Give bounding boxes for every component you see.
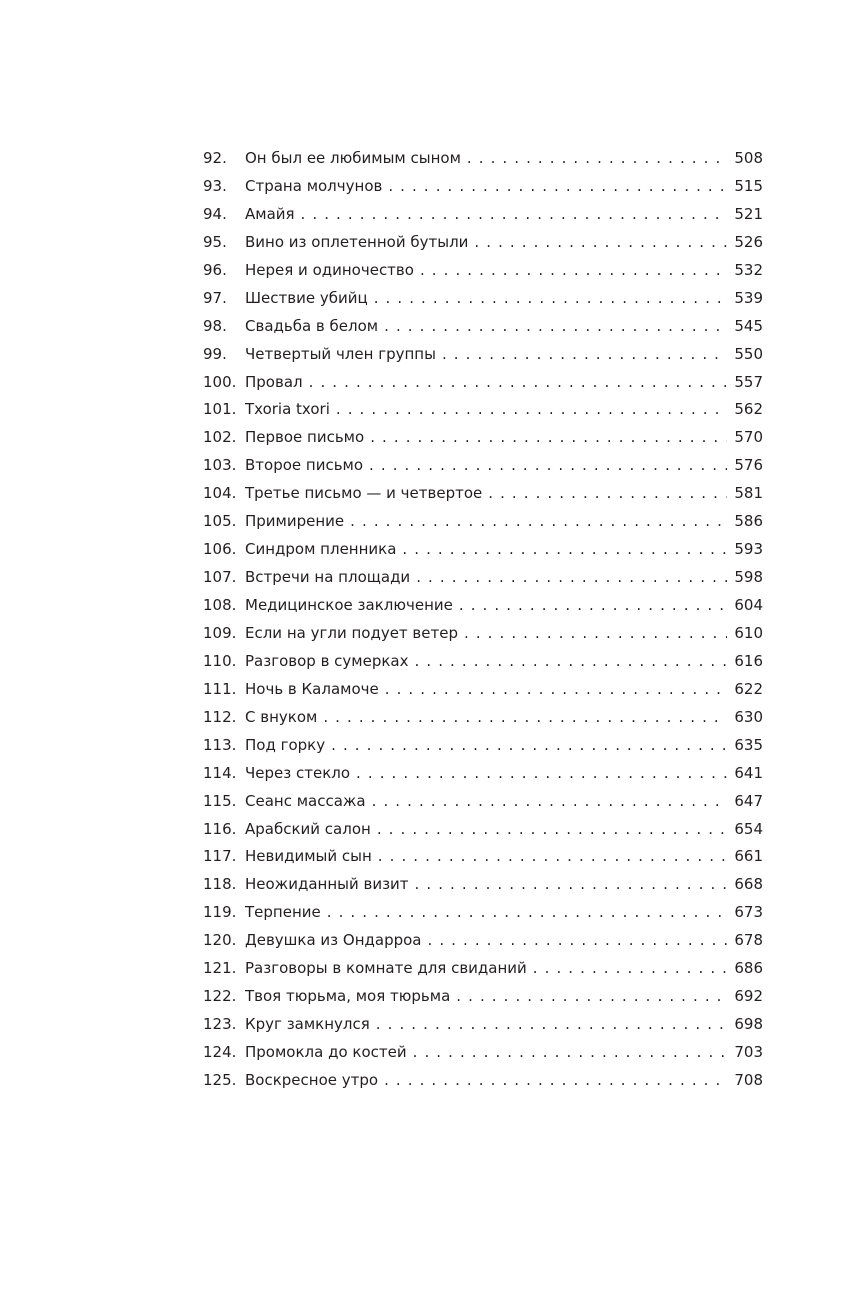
dot-leader (301, 201, 727, 229)
chapter-number: 104. (203, 484, 237, 503)
toc-entry (203, 564, 763, 592)
dot-leader (331, 732, 727, 760)
dot-leader (415, 871, 727, 899)
page-number: 562 (734, 400, 763, 419)
chapter-number: 107. (203, 568, 237, 587)
chapter-number: 106. (203, 540, 237, 559)
dot-leader (384, 1067, 727, 1095)
page-number: 635 (734, 735, 763, 754)
dot-leader (370, 424, 727, 452)
page-number: 598 (734, 568, 763, 587)
chapter-title: Арабский салон (245, 819, 371, 838)
chapter-title: Круг замкнулся (245, 1015, 370, 1034)
page-number: 545 (734, 316, 763, 335)
toc-entry (203, 341, 763, 369)
dot-leader (488, 480, 727, 508)
page-number: 610 (734, 623, 763, 642)
chapter-title: Он был ее любимым сыном (245, 149, 461, 167)
chapter-number: 124. (203, 1043, 237, 1061)
chapter-title: Синдром пленника (245, 540, 397, 559)
page-number: 570 (734, 428, 763, 447)
chapter-number: 102. (203, 428, 237, 447)
toc-entry (203, 788, 763, 816)
toc-entry (203, 620, 763, 648)
chapter-title: Четвертый член группы (245, 344, 436, 363)
dot-leader (474, 229, 727, 257)
chapter-title: Твоя тюрьма, моя тюрьма (245, 987, 451, 1006)
chapter-number: 92. (203, 149, 227, 167)
page-number: 581 (734, 484, 763, 503)
toc-entry (203, 732, 763, 760)
dot-leader (350, 508, 727, 536)
chapter-title: Примирение (245, 512, 345, 531)
chapter-number: 100. (203, 372, 237, 391)
toc-entry (203, 145, 763, 173)
toc-entry (203, 899, 763, 927)
toc-entry (203, 229, 763, 257)
chapter-number: 101. (203, 400, 237, 419)
chapter-number: 94. (203, 204, 227, 223)
chapter-title: Промокла до костей (245, 1043, 407, 1061)
chapter-title: Второе письмо (245, 456, 364, 475)
dot-leader (415, 648, 727, 676)
dot-leader (464, 620, 727, 648)
toc-entry (203, 816, 763, 844)
dot-leader (378, 843, 727, 871)
toc-entry (203, 536, 763, 564)
page-number: 576 (734, 456, 763, 475)
page-number: 678 (734, 931, 763, 950)
chapter-title: Если на угли подует ветер (245, 623, 458, 642)
chapter-title: Свадьба в белом (245, 316, 379, 335)
toc-entry (203, 257, 763, 285)
toc-entry (203, 592, 763, 620)
chapter-number: 123. (203, 1015, 237, 1034)
chapter-title: Шествие убийц (245, 288, 368, 307)
toc-entry (203, 396, 763, 424)
dot-leader (533, 955, 727, 983)
dot-leader (416, 564, 727, 592)
toc-entry (203, 648, 763, 676)
chapter-title: Неожиданный визит (245, 875, 409, 894)
chapter-title: Третье письмо — и четвертое (245, 484, 483, 503)
dot-leader (467, 145, 727, 173)
chapter-title: Невидимый сын (245, 847, 372, 866)
page-number: 622 (734, 679, 763, 698)
chapter-number: 97. (203, 288, 227, 307)
chapter-title: Ночь в Каламоче (245, 679, 379, 698)
chapter-number: 120. (203, 931, 237, 950)
chapter-title: Через стекло (245, 763, 351, 782)
page-number: 708 (734, 1070, 763, 1089)
toc-entry (203, 201, 763, 229)
dot-leader (327, 899, 727, 927)
dot-leader (420, 257, 727, 285)
chapter-title: Нерея и одиночество (245, 260, 414, 279)
page-number: 532 (734, 260, 763, 279)
toc-entry (203, 369, 763, 397)
chapter-number: 111. (203, 679, 237, 698)
chapter-number: 125. (203, 1070, 237, 1089)
page-number: 604 (734, 596, 763, 614)
dot-leader (384, 313, 727, 341)
toc-entry (203, 1011, 763, 1039)
chapter-number: 118. (203, 875, 237, 894)
page-number: 692 (734, 987, 763, 1006)
page-number: 661 (734, 847, 763, 866)
chapter-title: Амайя (245, 204, 295, 223)
chapter-number: 99. (203, 344, 227, 363)
dot-leader (388, 173, 727, 201)
chapter-title: С внуком (245, 707, 318, 726)
dot-leader (356, 760, 727, 788)
chapter-title: Встречи на площади (245, 568, 411, 587)
toc-entry (203, 955, 763, 983)
chapter-title: Сеанс массажа (245, 791, 366, 810)
page-number: 550 (734, 344, 763, 363)
page-number: 586 (734, 512, 763, 531)
chapter-number: 112. (203, 707, 237, 726)
dot-leader (413, 1039, 727, 1067)
toc-entry (203, 871, 763, 899)
page-number: 673 (734, 903, 763, 922)
page-number: 616 (734, 651, 763, 670)
toc-entry (203, 480, 763, 508)
page-number: 641 (734, 763, 763, 782)
dot-leader (376, 1011, 727, 1039)
toc-entry (203, 1067, 763, 1095)
toc-entry (203, 173, 763, 201)
chapter-title: Вино из оплетенной бутыли (245, 232, 469, 251)
page-number: 515 (734, 176, 763, 195)
dot-leader (459, 592, 727, 620)
chapter-number: 103. (203, 456, 237, 475)
toc-entry (203, 843, 763, 871)
dot-leader (336, 396, 727, 424)
page-number: 630 (734, 707, 763, 726)
chapter-title: Медицинское заключение (245, 596, 453, 614)
toc-entry (203, 424, 763, 452)
page-number: 526 (734, 232, 763, 251)
chapter-title: Воскресное утро (245, 1070, 379, 1089)
chapter-title: Первое письмо (245, 428, 365, 447)
chapter-number: 110. (203, 651, 237, 670)
chapter-number: 108. (203, 596, 237, 614)
toc-entry (203, 760, 763, 788)
chapter-number: 122. (203, 987, 237, 1006)
chapter-number: 119. (203, 903, 237, 922)
dot-leader (385, 676, 727, 704)
page-number: 647 (734, 791, 763, 810)
page-number: 521 (734, 204, 763, 223)
dot-leader (309, 369, 727, 397)
chapter-number: 93. (203, 176, 227, 195)
chapter-title: Под горку (245, 735, 326, 754)
chapter-number: 116. (203, 819, 237, 838)
chapter-number: 115. (203, 791, 237, 810)
dot-leader (323, 704, 727, 732)
toc-entry (203, 676, 763, 704)
dot-leader (372, 788, 727, 816)
chapter-title: Девушка из Ондарроа (245, 931, 422, 950)
toc-entry (203, 508, 763, 536)
page-number: 539 (734, 288, 763, 307)
toc-entry (203, 704, 763, 732)
chapter-title: Txoria txori (245, 400, 330, 419)
chapter-title: Разговор в сумерках (245, 651, 409, 670)
page-number: 654 (734, 819, 763, 838)
dot-leader (402, 536, 727, 564)
toc-entry (203, 1039, 763, 1067)
toc-entry (203, 927, 763, 955)
dot-leader (456, 983, 727, 1011)
dot-leader (428, 927, 728, 955)
chapter-title: Разговоры в комнате для свиданий (245, 959, 527, 978)
chapter-number: 109. (203, 623, 237, 642)
page-number: 686 (734, 959, 763, 978)
page-number: 698 (734, 1015, 763, 1034)
toc-entry (203, 313, 763, 341)
chapter-number: 114. (203, 763, 237, 782)
dot-leader (369, 452, 727, 480)
chapter-title: Страна молчунов (245, 176, 383, 195)
chapter-title: Терпение (245, 903, 321, 922)
chapter-number: 117. (203, 847, 237, 866)
chapter-number: 95. (203, 232, 227, 251)
chapter-number: 121. (203, 959, 237, 978)
chapter-number: 113. (203, 735, 237, 754)
toc-entry (203, 452, 763, 480)
chapter-title: Провал (245, 372, 303, 391)
chapter-number: 98. (203, 316, 227, 335)
toc-entry (203, 983, 763, 1011)
table-of-contents (203, 145, 763, 1095)
page-number: 593 (734, 540, 763, 559)
dot-leader (442, 341, 727, 369)
dot-leader (377, 816, 727, 844)
chapter-number: 105. (203, 512, 237, 531)
page-number: 508 (734, 149, 763, 167)
chapter-number: 96. (203, 260, 227, 279)
toc-entry (203, 285, 763, 313)
page-number: 703 (734, 1043, 763, 1061)
page-number: 668 (734, 875, 763, 894)
dot-leader (374, 285, 727, 313)
page-number: 557 (734, 372, 763, 391)
